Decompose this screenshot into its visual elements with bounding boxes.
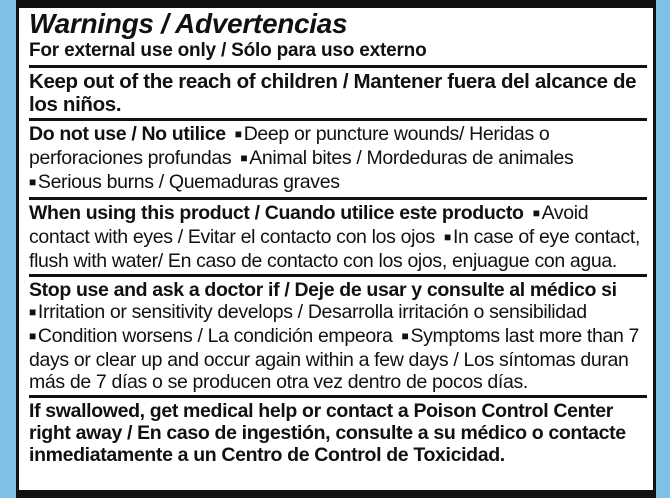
warnings-content <box>29 9 647 468</box>
list-item: Condition worsens / La condición empeora <box>37 325 393 347</box>
list-item: Deep or puncture wounds/ Heridas o perforaciones profundas <box>29 123 550 169</box>
section-heading: Keep out of the reach of children / Mantener fuera del alcance de los niños. <box>29 70 637 116</box>
warnings-panel <box>16 0 656 498</box>
list-item-line <box>29 171 647 195</box>
section-when-using <box>29 197 647 274</box>
top-rule <box>19 0 653 8</box>
section-stop-use <box>29 274 647 395</box>
bullet-icon: ■ <box>29 175 36 189</box>
bullet-icon: ■ <box>401 329 409 343</box>
section-do-not-use <box>29 118 647 197</box>
section-if-swallowed <box>29 395 647 468</box>
bottom-rule <box>19 490 653 498</box>
section-heading: If swallowed, get medical help or contact a Poison Control Center right away / En caso de ingestión, consulte a su médico o contacte inmediatamente a un Centro de Control de Toxicidad. <box>29 400 626 466</box>
list-item-line <box>29 301 647 325</box>
bullet-icon: ■ <box>29 305 36 319</box>
bullet-icon: ■ <box>532 206 540 220</box>
bullet-icon: ■ <box>240 151 248 165</box>
bullet-icon: ■ <box>444 230 451 244</box>
list-item: Irritation or sensitivity develops / Desarrolla irritación o sensibilidad <box>37 301 587 323</box>
list-item: In case of eye contact, flush with water/ En caso de contacto con los ojos, enjuague con agua. <box>29 226 641 272</box>
section-heading: Do not use / No utilice <box>29 123 226 145</box>
list-item: Animal bites / Mordeduras de animales <box>249 147 574 169</box>
bullet-icon: ■ <box>234 127 242 141</box>
bullet-icon: ■ <box>29 329 36 343</box>
list-item: Serious burns / Quemaduras graves <box>37 171 340 193</box>
list-item: Symptoms last more than 7 days or clear up and occur again within a few days / Los síntomas duran más de 7 días o se producen otra vez dentro de pocos días. <box>29 325 640 393</box>
warnings-title: Warnings / Advertencias <box>29 8 348 39</box>
section-keep-out-of-reach <box>29 65 647 118</box>
warnings-subtitle: For external use only / Sólo para uso externo <box>29 40 427 61</box>
list-item: Avoid contact with eyes / Evitar el contacto con los ojos <box>29 202 589 248</box>
section-heading: Stop use and ask a doctor if / Deje de usar y consulte al médico si <box>29 279 617 301</box>
section-heading: When using this product / Cuando utilice este producto <box>29 202 524 224</box>
